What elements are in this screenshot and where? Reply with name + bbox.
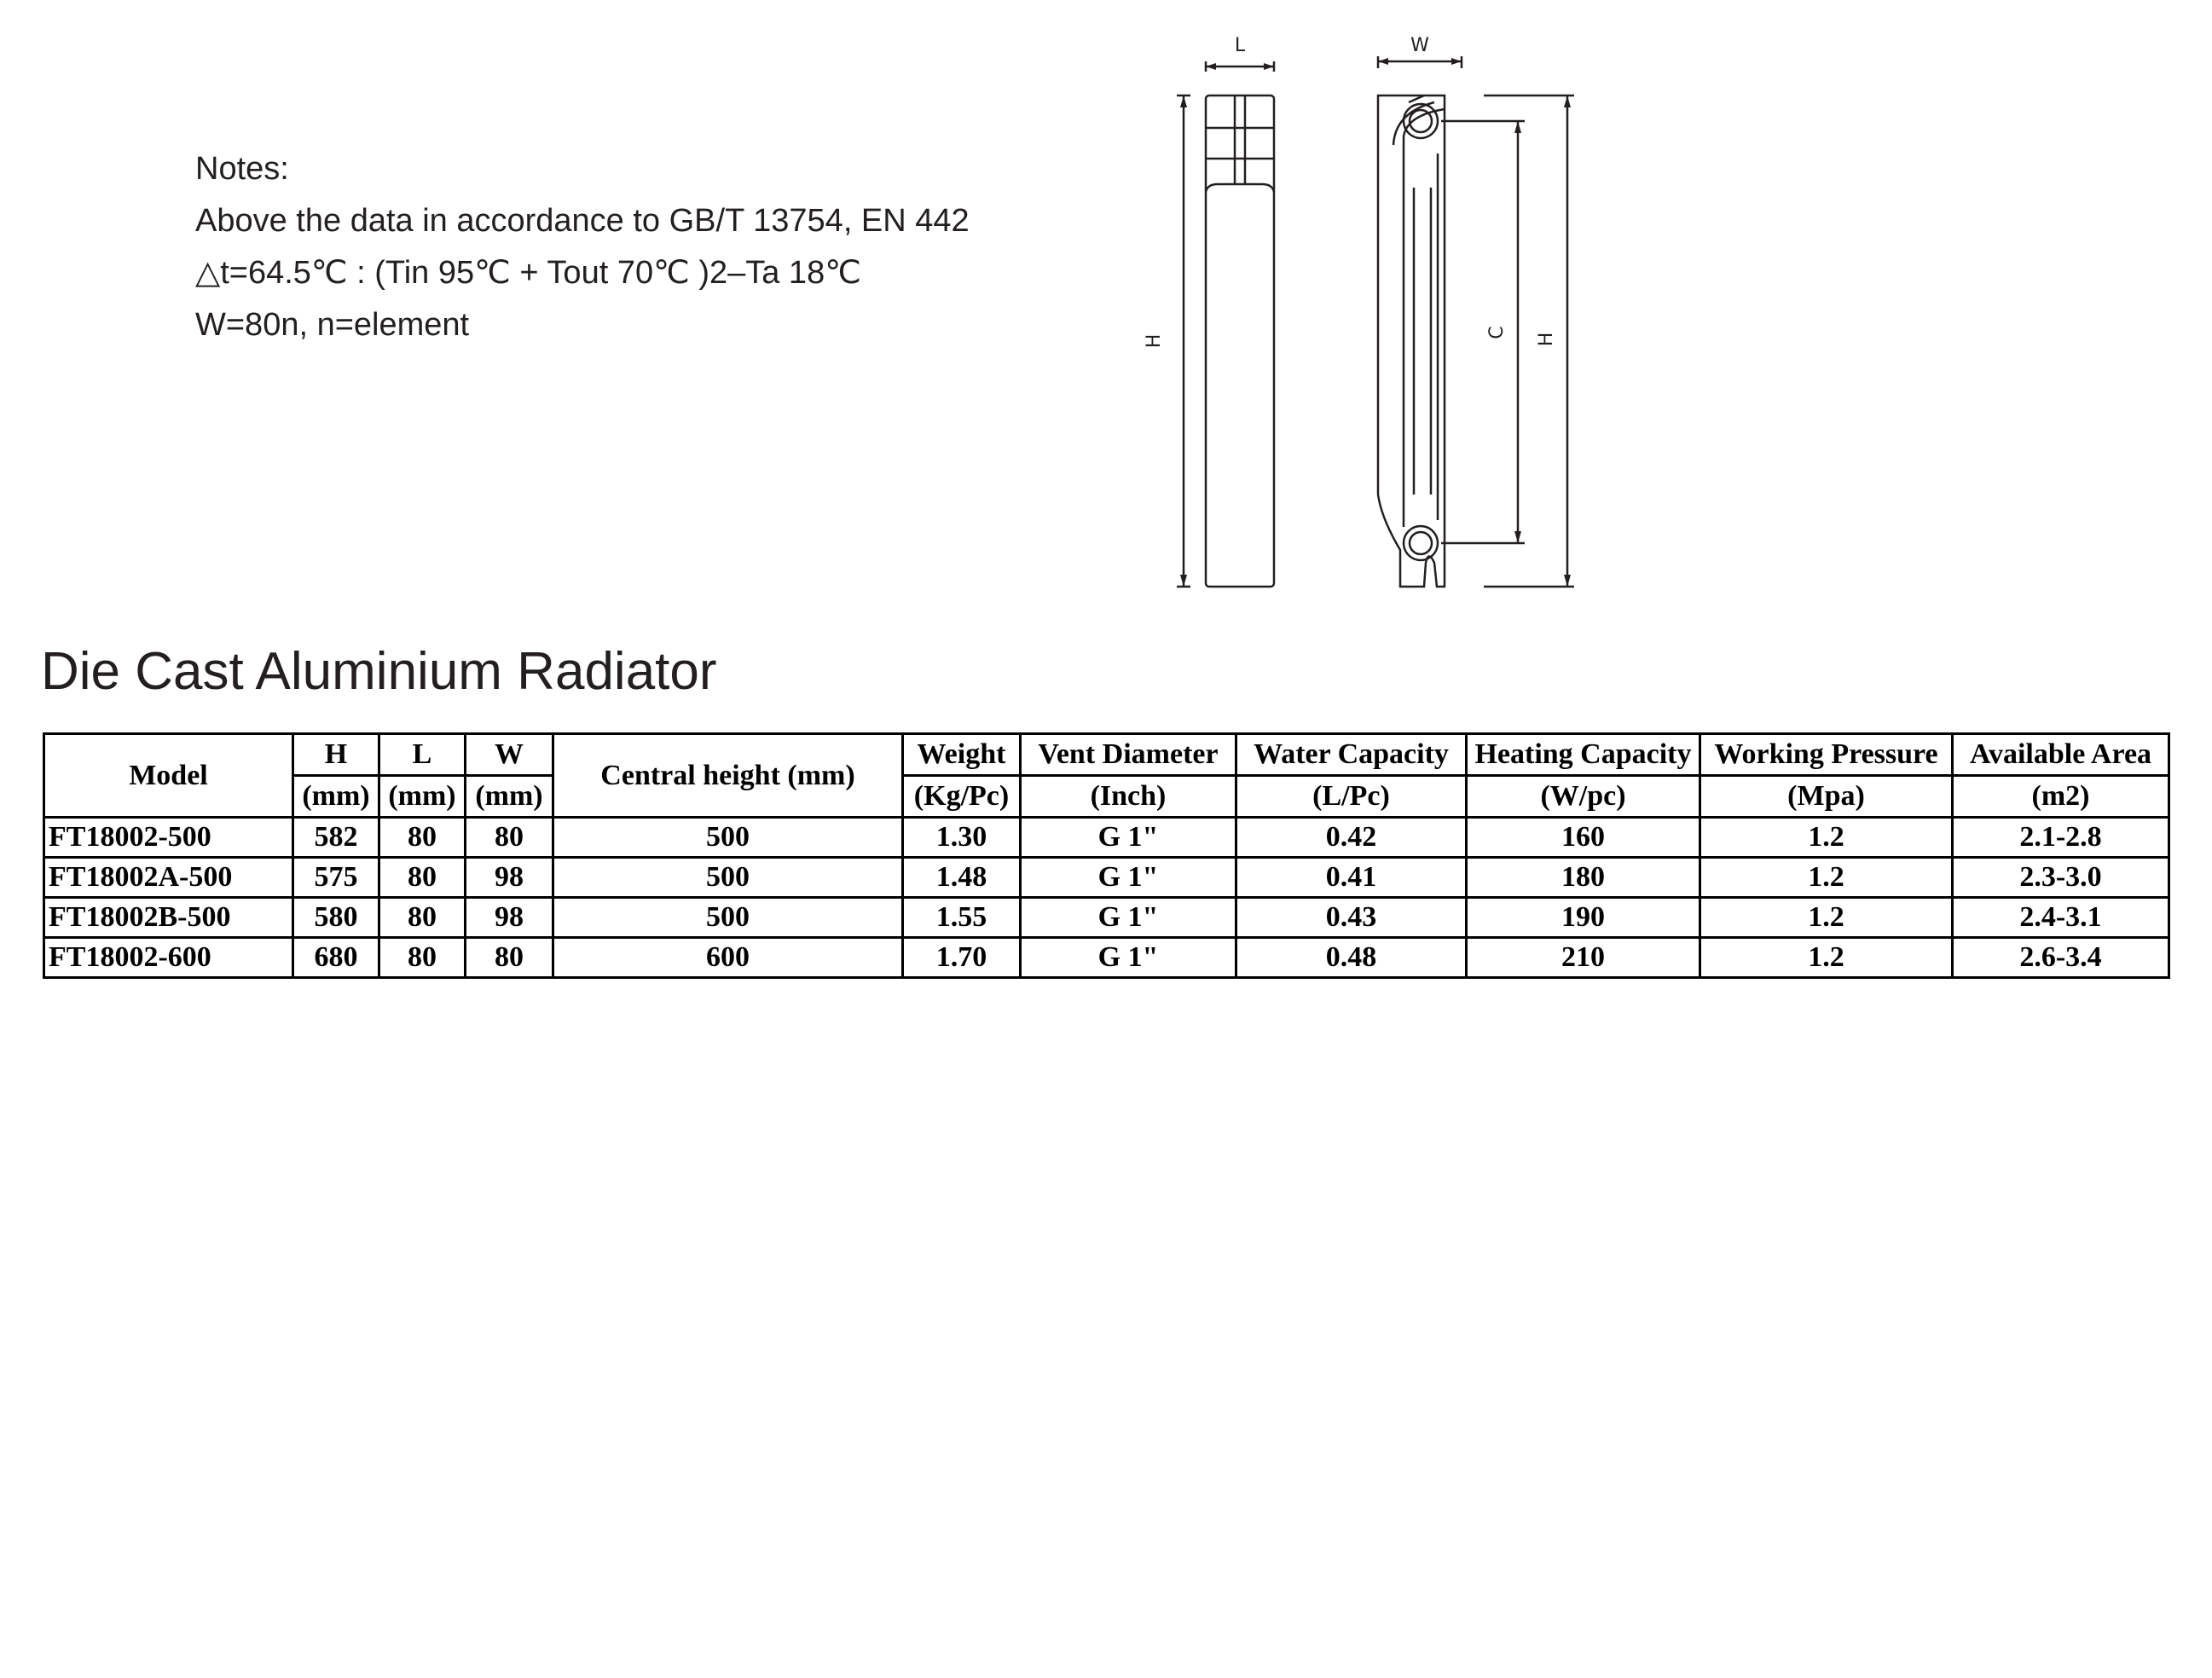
cell-area: 2.1-2.8 (1953, 818, 2169, 858)
side-view (1378, 35, 1574, 587)
header-row-units (44, 776, 2169, 818)
header-h: H (293, 734, 379, 776)
radiator-dimension-diagram (1134, 17, 1612, 605)
cell-heating: 210 (1467, 938, 1700, 978)
cell-water: 0.41 (1236, 858, 1467, 898)
front-view (1144, 35, 1274, 587)
cell-vent: G 1" (1021, 938, 1236, 978)
cell-model: FT18002-500 (44, 818, 293, 858)
header-w: W (466, 734, 553, 776)
cell-central: 600 (553, 938, 903, 978)
cell-pressure: 1.2 (1700, 898, 1953, 938)
cell-weight: 1.55 (903, 898, 1021, 938)
cell-heating: 190 (1467, 898, 1700, 938)
cell-water: 0.43 (1236, 898, 1467, 938)
table-row (44, 938, 2169, 978)
notes-heading: Notes: (195, 151, 289, 187)
dim-label-l: L (1234, 35, 1246, 56)
header-l: L (379, 734, 466, 776)
cell-w: 80 (466, 938, 553, 978)
cell-central: 500 (553, 858, 903, 898)
table-row (44, 898, 2169, 938)
cell-h: 680 (293, 938, 379, 978)
notes-block (195, 143, 970, 351)
header-pressure-unit: (Mpa) (1700, 776, 1953, 818)
cell-pressure: 1.2 (1700, 938, 1953, 978)
header-area-unit: (m2) (1953, 776, 2169, 818)
cell-vent: G 1" (1021, 898, 1236, 938)
cell-vent: G 1" (1021, 858, 1236, 898)
header-central-height: Central height (mm) (553, 734, 903, 818)
cell-w: 98 (466, 858, 553, 898)
cell-vent: G 1" (1021, 818, 1236, 858)
header-h-unit: (mm) (293, 776, 379, 818)
header-area: Available Area (1953, 734, 2169, 776)
header-water-unit: (L/Pc) (1236, 776, 1467, 818)
header-l-unit: (mm) (379, 776, 466, 818)
cell-area: 2.4-3.1 (1953, 898, 2169, 938)
dim-label-h-side: H (1536, 332, 1557, 347)
cell-weight: 1.30 (903, 818, 1021, 858)
cell-weight: 1.48 (903, 858, 1021, 898)
header-w-unit: (mm) (466, 776, 553, 818)
header-heating-unit: (W/pc) (1467, 776, 1700, 818)
header-vent: Vent Diameter (1021, 734, 1236, 776)
header-weight-unit: (Kg/Pc) (903, 776, 1021, 818)
cell-water: 0.48 (1236, 938, 1467, 978)
notes-line-standard: Above the data in accordance to GB/T 13754, EN 442 (195, 203, 970, 239)
cell-w: 98 (466, 898, 553, 938)
spec-table (43, 732, 2170, 979)
cell-l: 80 (379, 898, 466, 938)
cell-pressure: 1.2 (1700, 818, 1953, 858)
cell-w: 80 (466, 818, 553, 858)
header-pressure: Working Pressure (1700, 734, 1953, 776)
cell-central: 500 (553, 818, 903, 858)
header-water: Water Capacity (1236, 734, 1467, 776)
header-heating: Heating Capacity (1467, 734, 1700, 776)
cell-model: FT18002B-500 (44, 898, 293, 938)
notes-line-width: W=80n, n=element (195, 307, 470, 343)
cell-area: 2.6-3.4 (1953, 938, 2169, 978)
cell-l: 80 (379, 858, 466, 898)
cell-h: 580 (293, 898, 379, 938)
cell-pressure: 1.2 (1700, 858, 1953, 898)
cell-central: 500 (553, 898, 903, 938)
table-row (44, 858, 2169, 898)
header-vent-unit: (Inch) (1021, 776, 1236, 818)
cell-area: 2.3-3.0 (1953, 858, 2169, 898)
page-title: Die Cast Aluminium Radiator (41, 642, 717, 701)
notes-line-delta-t: △t=64.5℃ : (Tin 95℃ + Tout 70℃ )2–Ta 18℃ (195, 255, 861, 291)
cell-model: FT18002A-500 (44, 858, 293, 898)
dim-label-w: W (1410, 35, 1429, 56)
cell-l: 80 (379, 938, 466, 978)
header-row-top (44, 734, 2169, 776)
cell-heating: 180 (1467, 858, 1700, 898)
cell-model: FT18002-600 (44, 938, 293, 978)
dim-label-h-front: H (1144, 333, 1165, 349)
cell-water: 0.42 (1236, 818, 1467, 858)
cell-h: 582 (293, 818, 379, 858)
cell-heating: 160 (1467, 818, 1700, 858)
dim-label-c: C (1486, 326, 1508, 339)
cell-weight: 1.70 (903, 938, 1021, 978)
header-model: Model (44, 734, 293, 818)
cell-h: 575 (293, 858, 379, 898)
cell-l: 80 (379, 818, 466, 858)
header-weight: Weight (903, 734, 1021, 776)
table-row (44, 818, 2169, 858)
